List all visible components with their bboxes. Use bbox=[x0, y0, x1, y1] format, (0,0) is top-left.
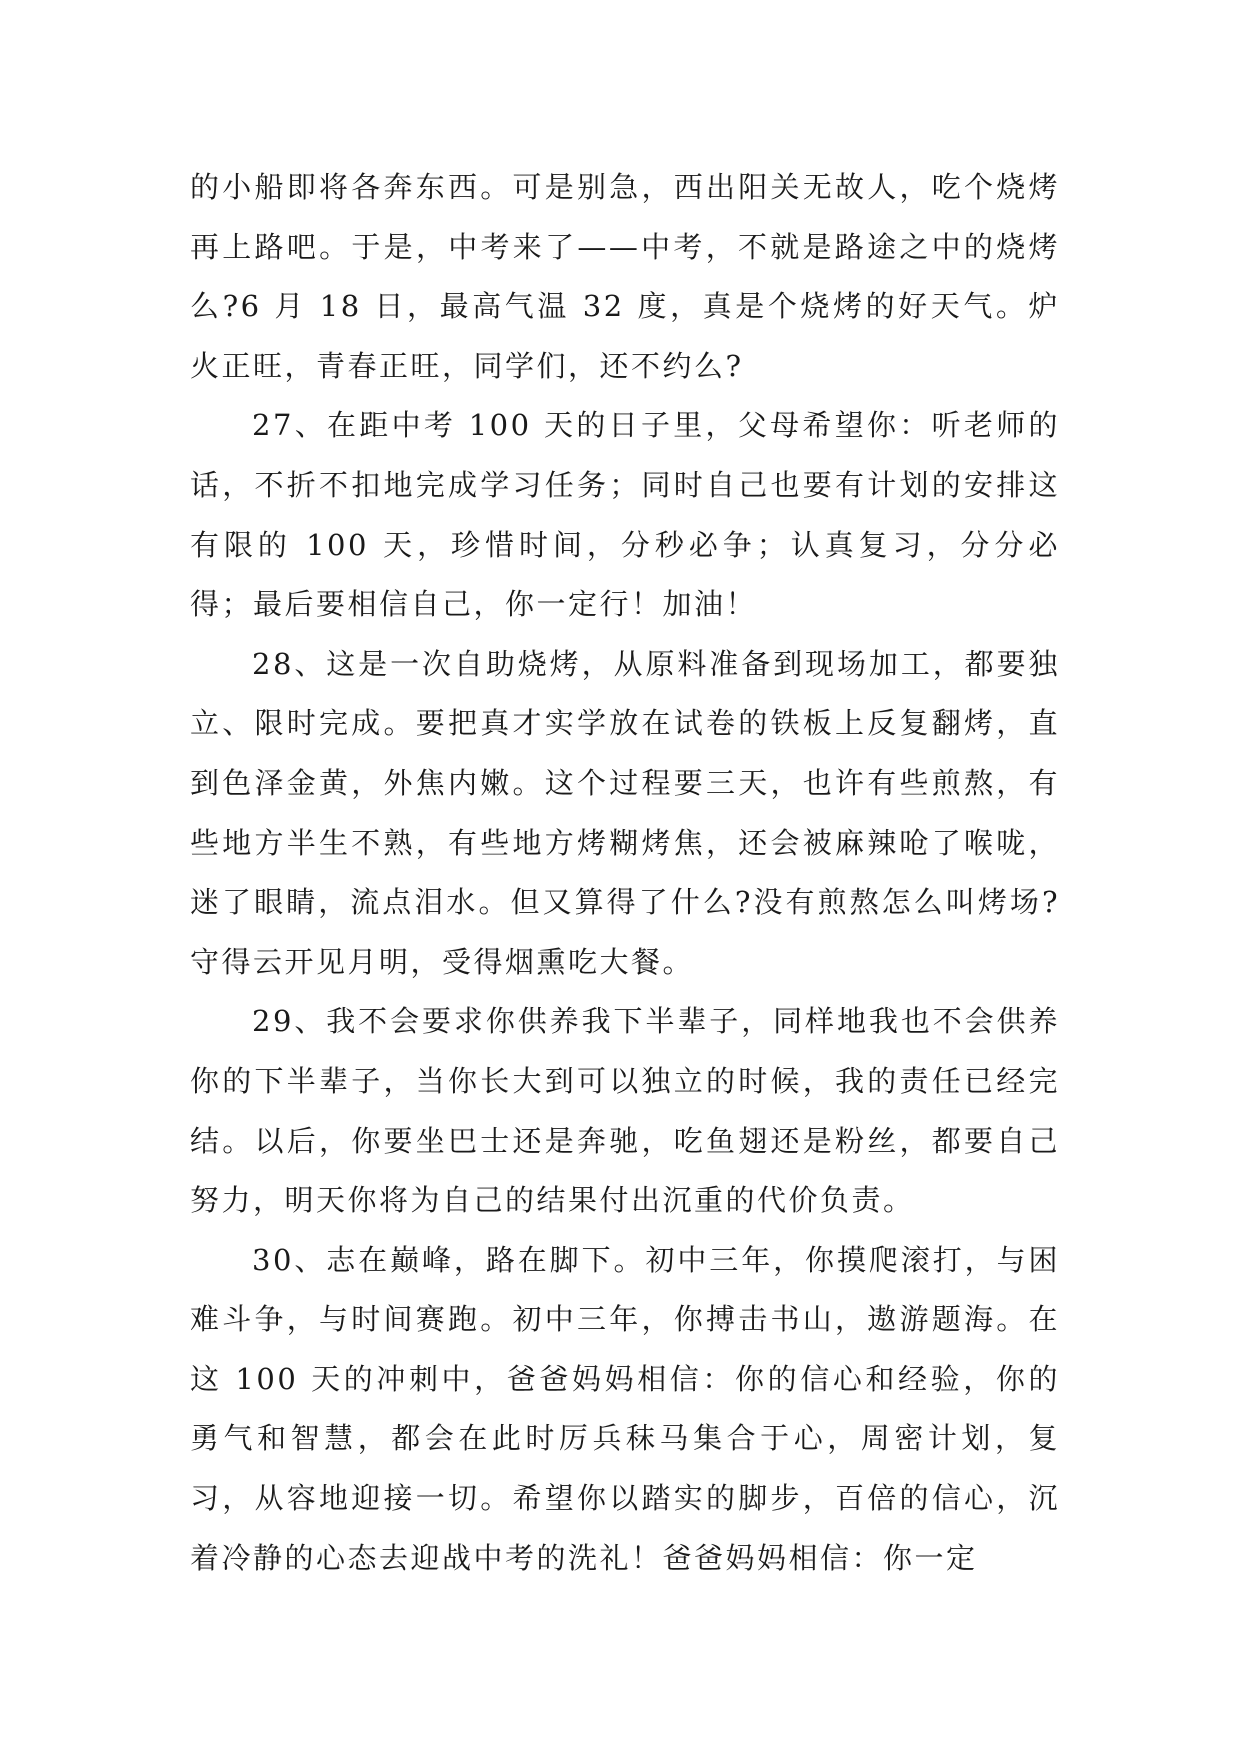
paragraph-item-29: 29、我不会要求你供养我下半辈子，同样地我也不会供养你的下半辈子，当你长大到可以独立的时候，我的责任已经完结。以后，你要坐巴士还是奔驰，吃鱼翅还是粉丝，都要自己努力，明天你将为自己的结果付出沉重的代价负责。 bbox=[190, 1004, 1060, 1218]
paragraph-item-28: 28、这是一次自助烧烤，从原料准备到现场加工，都要独立、限时完成。要把真才实学放在试卷的铁板上反复翻烤，直到色泽金黄，外焦内嫩。这个过程要三天，也许有些煎熬，有些地方半生不熟，有些地方烤糊烤焦，还会被麻辣呛了喉咙，迷了眼睛，流点泪水。但又算得了什么?没有煎熬怎么叫烤场?守得云开见月明，受得烟熏吃大餐。 bbox=[190, 646, 1060, 979]
paragraph-continuation: 的小船即将各奔东西。可是别急，西出阳关无故人，吃个烧烤再上路吧。于是，中考来了——中考，不就是路途之中的烧烤么?6 月 18 日，最高气温 32 度，真是个烧烤的好天气。炉火正旺，青春正旺，同学们，还不约么? bbox=[190, 170, 1060, 383]
body-text bbox=[190, 158, 1060, 1588]
paragraph-item-27: 27、在距中考 100 天的日子里，父母希望你：听老师的话，不折不扣地完成学习任务；同时自己也要有计划的安排这有限的 100 天，珍惜时间，分秒必争；认真复习，分分必得；最后要相信自己，你一定行！加油！ bbox=[190, 408, 1060, 622]
paragraph-item-30: 30、志在巅峰，路在脚下。初中三年，你摸爬滚打，与困难斗争，与时间赛跑。初中三年，你搏击书山，遨游题海。在这 100 天的冲刺中，爸爸妈妈相信：你的信心和经验，你的勇气和智慧，都会在此时厉兵秣马集合于心，周密计划，复习，从容地迎接一切。希望你以踏实的脚步，百倍的信心，沉着冷静的心态去迎战中考的洗礼！爸爸妈妈相信：你一定 bbox=[190, 1242, 1060, 1575]
